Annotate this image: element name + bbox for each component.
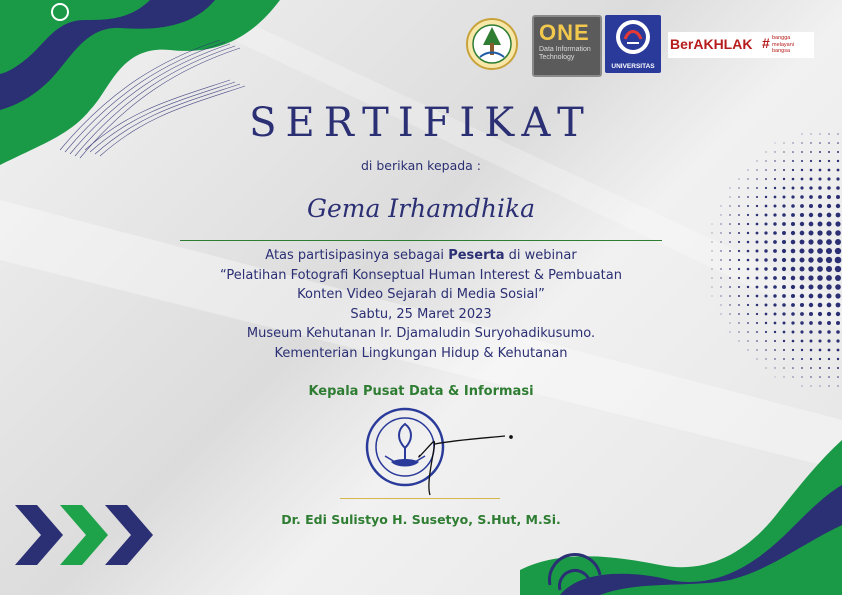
participation-prefix: Atas partisipasinya sebagai: [265, 248, 449, 263]
chevron-arrows-decoration: [15, 500, 165, 570]
university-logo: [605, 15, 661, 73]
signer-position: Kepala Pusat Data & Informasi: [308, 384, 534, 399]
one-logo-text: ONE: [539, 20, 590, 45]
event-organizer: Kementerian Lingkungan Hidup & Kehutanan: [274, 345, 568, 361]
signer-name: Dr. Edi Sulistyo H. Susetyo, S.Hut, M.Si.: [281, 512, 561, 527]
webinar-title-line-1: “Pelatihan Fotografi Konseptual Human Interest & Pembuatan: [220, 267, 622, 283]
signature-line: [340, 498, 500, 499]
one-logo-subtitle: Data Information Technology: [539, 46, 591, 61]
university-logo-text: UNIVERSITAS: [611, 63, 655, 70]
ministry-logo: [465, 17, 520, 71]
berakhlak-text: BerAKHLAK: [670, 36, 753, 52]
webinar-title-line-2: Konten Video Sejarah di Media Sosial”: [297, 287, 545, 302]
participation-role: Peserta: [448, 248, 505, 263]
official-stamp-and-signature: [355, 400, 525, 505]
recipient-underline: [180, 240, 662, 241]
hashtag-icon: #: [762, 35, 770, 51]
given-to-label: di berikan kepada :: [360, 158, 482, 173]
university-emblem-icon: [605, 15, 661, 59]
top-left-wave-decoration: [0, 0, 300, 175]
ministry-emblem-icon: [465, 17, 520, 71]
participation-line: [100, 246, 742, 266]
one-logo: [532, 15, 602, 77]
stamp-icon: [367, 409, 443, 485]
certificate-title: SERTIFIKAT: [249, 100, 593, 146]
signature-icon: [419, 436, 512, 495]
recipient-name: Gema Irhamdhika: [306, 194, 535, 223]
participation-suffix: di webinar: [504, 248, 577, 263]
certificate-body: [100, 246, 742, 363]
berakhlak-logo: [668, 32, 814, 58]
berakhlak-tagline: bangga melayani bangsa: [772, 35, 795, 54]
event-date: Sabtu, 25 Maret 2023: [350, 306, 492, 322]
event-venue: Museum Kehutanan Ir. Djamaludin Suryohadikusumo.: [246, 326, 596, 341]
